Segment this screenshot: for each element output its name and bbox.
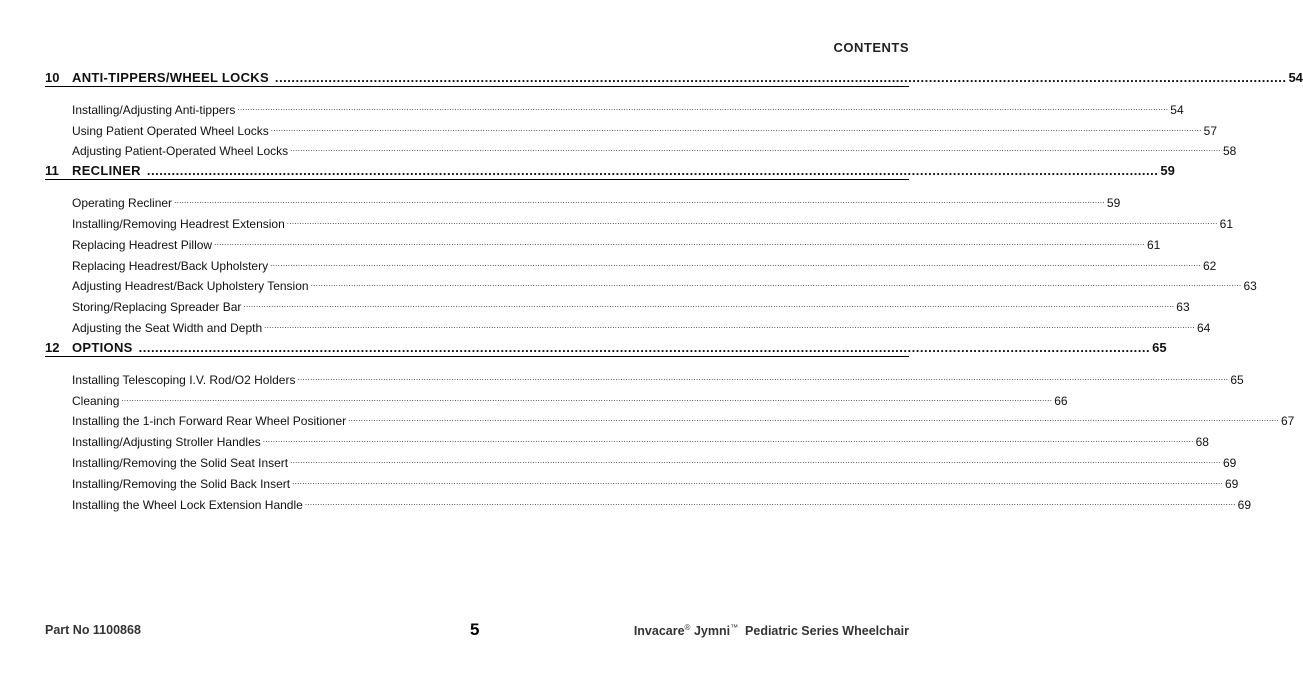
part-number: Part No 1100868 [45,623,141,637]
dot-leader: ................................................................................................................................................................................................................................................................................................................................................................................. [264,320,1195,330]
toc-entry[interactable] [45,428,1209,450]
entry-title: Installing/Adjusting Stroller Handles [72,435,261,450]
entry-title: Installing/Adjusting Anti-tippers [72,102,236,117]
entry-title: Installing/Removing Headrest Extension [72,216,285,231]
entry-page: 65 [1230,372,1244,387]
dot-leader: ................................................................................................................................................................................................................................................................................................................................................................................. [297,372,1229,382]
dot-leader: ................................................................................................................................................................................................................................................................................................................................................................................. [304,497,1236,507]
entry-title: Installing the Wheel Lock Extension Handle [72,497,303,512]
dot-leader: ................................................................................................................................................................................................................................................................................................................................................................................. [262,435,1194,445]
section-title: RECLINER [72,163,141,179]
entry-title: Adjusting Patient-Operated Wheel Locks [72,144,289,159]
toc-entry[interactable] [45,273,1257,294]
section-page: 59 [1160,163,1175,179]
entry-page: 63 [1176,300,1190,315]
toc-entry[interactable] [45,449,1237,470]
section-page: 65 [1152,339,1167,355]
entry-title: Installing the 1-inch Forward Rear Wheel Positioner [72,414,347,429]
section-number: 10 [45,70,60,85]
section-title: OPTIONS [72,339,133,355]
entry-page: 69 [1237,497,1252,512]
toc-section-heading[interactable] [45,335,1167,357]
entry-page: 63 [1243,279,1257,294]
dot-leader: ................................................................................................................................................................................................................................................................................................................................................................................. [286,216,1218,226]
section-title: ANTI-TIPPERS/WHEEL LOCKS [72,70,269,85]
dot-leader: ................................................................................................................................................................................................................................................................................................................................................................................. [121,393,1053,403]
dot-leader: ................................................................................................................................................................................................................................................................................................................................................................................. [348,414,1279,424]
entry-page: 62 [1202,258,1217,273]
entry-page: 69 [1224,476,1239,491]
entry-page: 57 [1203,123,1217,138]
product-line: Pediatric Series Wheelchair [745,624,909,639]
entry-page: 59 [1106,196,1121,211]
dot-leader: ................................................................................................................................................................................................................................................................................................................................................................................. [243,300,1175,310]
entry-title: Replacing Headrest Pillow [72,237,213,252]
entry-page: 64 [1196,320,1211,335]
entry-title: Installing/Removing the Solid Back Insert [72,476,291,491]
toc-entry[interactable] [45,252,1217,273]
entry-title: Operating Recliner [72,196,173,211]
toc-entry[interactable] [45,117,1217,138]
entry-title: Cleaning [72,393,120,408]
dot-leader: ................................................................................................................................................................................................................................................................................................................................................................................. [290,455,1221,465]
entry-title: Using Patient Operated Wheel Locks [72,123,269,138]
toc-entry[interactable] [45,189,1121,211]
dot-leader: ................................................................................................................................................................................................................................................................................................................................................................................. [237,102,1169,112]
toc-entry[interactable] [45,138,1237,159]
toc-entry[interactable] [45,366,1244,387]
entry-page: 67 [1280,414,1295,429]
entry-title: Adjusting the Seat Width and Depth [72,320,263,335]
entry-page: 61 [1219,216,1233,231]
dot-leader: ................................................................................................................................................................................................................................................................................................................................................................................. [292,476,1223,486]
toc-entry[interactable] [45,293,1190,315]
entry-page: 66 [1054,393,1068,408]
dot-leader: ...................................................................................................................................................................................................................................................... [138,339,1151,355]
dot-leader: ...................................................................................................................................................................................................................................................... [274,70,1287,85]
product-model: Jymni [693,624,731,639]
toc-entry[interactable] [45,408,1295,429]
section-number: 11 [45,163,59,179]
dot-leader: ................................................................................................................................................................................................................................................................................................................................................................................. [214,237,1145,247]
entry-page: 68 [1195,435,1209,450]
dot-leader: ................................................................................................................................................................................................................................................................................................................................................................................. [310,279,1242,289]
toc-section-heading[interactable] [45,158,1175,180]
dot-leader: ................................................................................................................................................................................................................................................................................................................................................................................. [270,123,1202,133]
toc-entry[interactable] [45,96,1184,117]
section-number: 12 [45,339,60,355]
entry-page: 54 [1170,102,1184,117]
entry-title: Adjusting Headrest/Back Upholstery Tension [72,279,309,294]
dot-leader: ...................................................................................................................................................................................................................................................... [146,163,1159,179]
dot-leader: ................................................................................................................................................................................................................................................................................................................................................................................. [290,144,1221,154]
page-number: 5 [470,620,480,639]
table-of-contents [45,65,1303,514]
entry-page: 61 [1146,237,1161,252]
running-header-contents: CONTENTS [833,40,909,55]
entry-title: Replacing Headrest/Back Upholstery [72,258,269,273]
toc-entry[interactable] [45,491,1252,512]
toc-entry[interactable] [45,387,1068,408]
entry-page: 69 [1222,455,1237,470]
entry-page: 58 [1222,144,1237,159]
trademark-mark: ™ [730,623,739,632]
product-name [634,623,909,638]
toc-entry[interactable] [45,231,1161,252]
entry-title: Installing Telescoping I.V. Rod/O2 Holders [72,372,296,387]
brand-name: Invacare [633,624,685,639]
toc-entry[interactable] [45,210,1233,231]
entry-title: Installing/Removing the Solid Seat Insert [72,455,289,470]
entry-title: Storing/Replacing Spreader Bar [72,300,242,315]
toc-entry[interactable] [45,314,1211,335]
toc-entry[interactable] [45,470,1239,491]
toc-section-heading[interactable] [45,65,1303,87]
dot-leader: ................................................................................................................................................................................................................................................................................................................................................................................. [174,196,1105,206]
section-page: 54 [1288,70,1303,85]
registered-mark: ® [684,623,691,632]
dot-leader: ................................................................................................................................................................................................................................................................................................................................................................................. [270,258,1201,268]
